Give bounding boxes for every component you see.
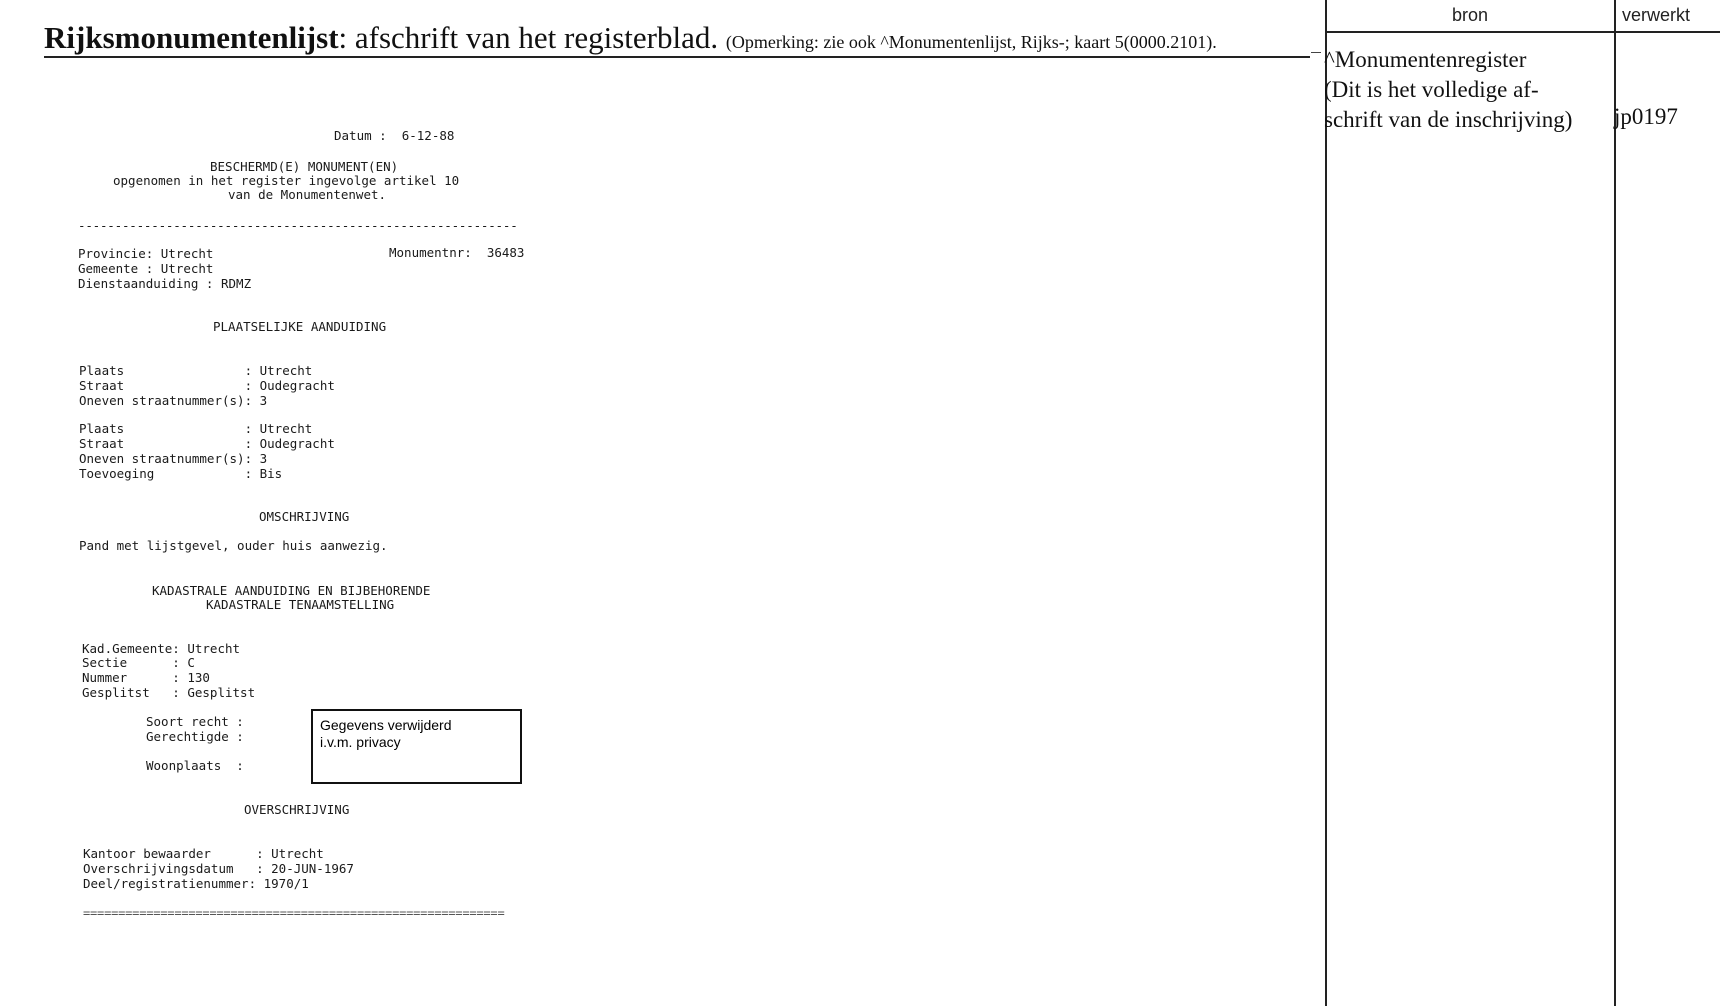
omschrijving-heading: OMSCHRIJVING <box>259 509 350 524</box>
end-separator-line: ============================================================ <box>83 906 505 920</box>
kadastrale-heading-1: KADASTRALE AANDUIDING EN BIJBEHORENDE <box>152 583 431 598</box>
datum-line: Datum : 6-12-88 <box>334 128 455 143</box>
table-tick-mark <box>1311 52 1321 53</box>
overschrijving-heading: OVERSCHRIJVING <box>244 802 350 817</box>
kadaster-line-4: Gesplitst : Gesplitst <box>82 685 256 700</box>
separator-line: ------------------------------------------------------------ <box>78 218 518 233</box>
verwerkt-cell: jp0197 <box>1614 104 1678 129</box>
recht-line-4: Woonplaats : <box>146 758 244 773</box>
kadastrale-heading-2: KADASTRALE TENAAMSTELLING <box>206 597 395 612</box>
privacy-box <box>311 709 522 784</box>
kadaster-line-3: Nummer : 130 <box>82 670 210 685</box>
provincie-line: Provincie: Utrecht <box>78 246 214 261</box>
address-2-line-3: Oneven straatnummer(s): 3 <box>79 451 268 466</box>
omschrijving-text: Pand met lijstgevel, ouder huis aanwezig. <box>79 538 388 553</box>
address-1-line-3: Oneven straatnummer(s): 3 <box>79 393 268 408</box>
recht-line-2: Gerechtigde : <box>146 729 244 744</box>
address-1-line-2: Straat : Oudegracht <box>79 378 335 393</box>
address-2-line-2: Straat : Oudegracht <box>79 436 335 451</box>
dienst-line: Dienstaanduiding : RDMZ <box>78 276 252 291</box>
monumentnr-line: Monumentnr: 36483 <box>389 245 525 260</box>
page-title <box>44 20 1217 56</box>
kadaster-line-1: Kad.Gemeente: Utrecht <box>82 641 241 656</box>
address-2-line-4: Toevoeging : Bis <box>79 466 283 481</box>
privacy-line-2: i.v.m. privacy <box>320 734 401 750</box>
title-bold: Rijksmonumentenlijst <box>44 20 339 55</box>
title-rule <box>44 56 1310 58</box>
heading-line-3: van de Monumentenwet. <box>228 187 387 202</box>
address-2-line-1: Plaats : Utrecht <box>79 421 313 436</box>
table-border-middle <box>1614 0 1616 1006</box>
heading-line-1: BESCHERMD(E) MONUMENT(EN) <box>210 159 399 174</box>
table-border-left <box>1325 0 1327 1006</box>
overschrijving-line-3: Deel/registratienummer: 1970/1 <box>83 876 309 891</box>
bron-cell <box>1324 45 1614 135</box>
bron-column-header: bron <box>1451 5 1489 25</box>
kadaster-line-2: Sectie : C <box>82 655 195 670</box>
plaatselijke-heading: PLAATSELIJKE AANDUIDING <box>213 319 387 334</box>
recht-line-1: Soort recht : <box>146 714 244 729</box>
overschrijving-line-2: Overschrijvingsdatum : 20-JUN-1967 <box>83 861 354 876</box>
heading-line-2: opgenomen in het register ingevolge artikel 10 <box>113 173 460 188</box>
gemeente-line: Gemeente : Utrecht <box>78 261 214 276</box>
verwerkt-column-header: verwerkt <box>1622 5 1691 25</box>
privacy-line-1: Gegevens verwijderd <box>320 717 452 733</box>
bron-line-3: schrift van de inschrijving) <box>1324 107 1573 132</box>
overschrijving-line-1: Kantoor bewaarder : Utrecht <box>83 846 324 861</box>
address-1-line-1: Plaats : Utrecht <box>79 363 313 378</box>
bron-line-2: (Dit is het volledige af- <box>1324 77 1539 102</box>
table-header-rule <box>1326 31 1720 33</box>
title-rest: : afschrift van het registerblad. <box>338 20 719 55</box>
bron-line-1: ^Monumentenregister <box>1324 47 1527 72</box>
title-note: (Opmerking: zie ook ^Monumentenlijst, Rijks-; kaart 5(0000.2101). <box>725 32 1217 52</box>
